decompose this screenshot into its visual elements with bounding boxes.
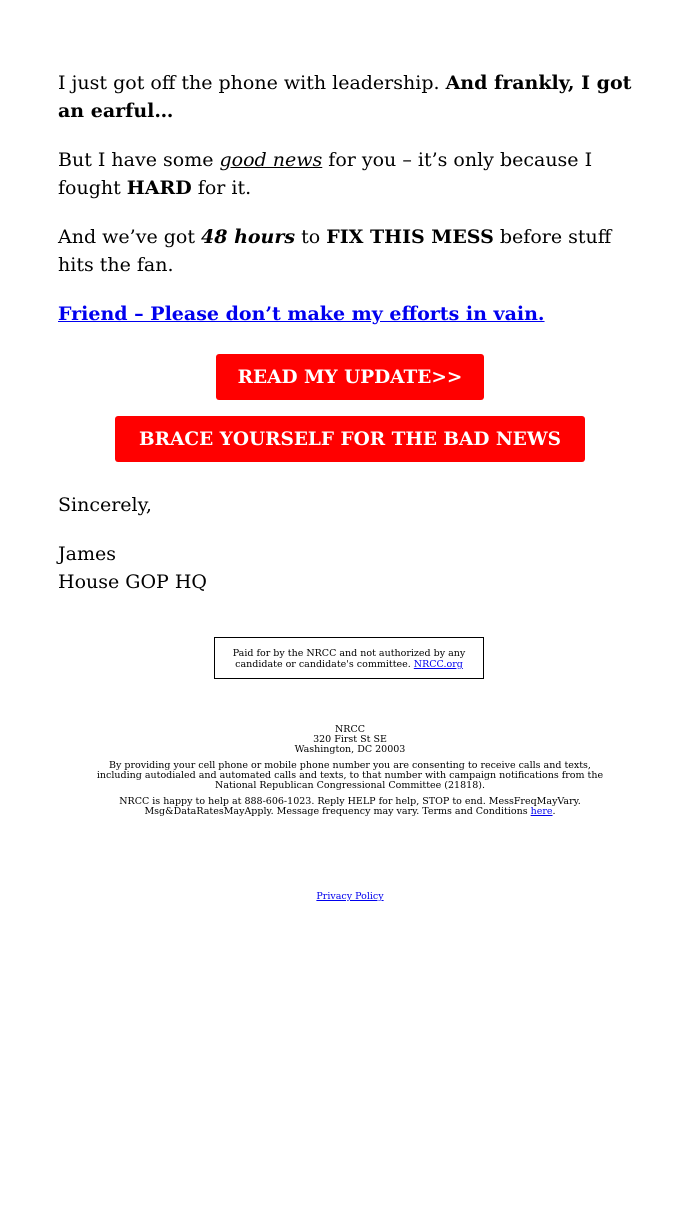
street-address: 320 First St SE [313,734,387,745]
signer-org: House GOP HQ [58,571,208,593]
email-body [58,70,648,328]
privacy-section [0,891,700,902]
paragraph-text: for you – it’s only because I fought [58,149,593,199]
nrcc-link[interactable]: NRCC.org [413,659,463,670]
org-name: NRCC [334,724,365,735]
city-address: Washington, DC 20003 [294,744,406,755]
paragraph-deadline [58,224,648,279]
paid-for-disclaimer [214,637,484,679]
paragraph-text: before stuff hits the fan. [58,226,612,276]
signature-block [58,540,207,596]
read-update-button[interactable]: READ MY UPDATE>> [216,354,484,400]
brace-yourself-button[interactable]: BRACE YOURSELF FOR THE BAD NEWS [115,416,585,462]
paragraph-text: I just got off the phone with leadership. [58,72,446,94]
paragraph-good-news [58,147,648,202]
help-notice [90,797,610,817]
signer-name: James [58,543,116,565]
footer [90,725,610,823]
terms-end: . [552,806,556,817]
consent-notice: By providing your cell phone or mobile phone number you are consenting to receive calls and texts, including autodialed and automated calls and texts, to that number with campaign notifications from the National Republican Congressional Committee (21818). [96,760,604,791]
help-text: NRCC is happy to help at 888-606-1023. Reply HELP for help, STOP to end. MessFreqMayVary. Msg&DataRatesMayApply. Message frequency may vary. Terms and Conditions [119,796,581,817]
deadline-emphasis: 48 hours [201,226,296,248]
address-block [90,725,610,755]
paragraph-text: But I have some [58,149,220,171]
paragraph-bold-text: HARD [126,176,192,199]
paragraph-text: to [295,226,327,248]
privacy-policy-link[interactable]: Privacy Policy [316,891,384,902]
paragraph-bold-text: And frankly, I got an earful… [58,72,632,122]
friend-appeal-link[interactable]: Friend – Please don’t make my efforts in vain. [58,303,545,325]
sign-off: Sincerely, [58,494,152,516]
paragraph-text: for it. [191,176,252,199]
terms-link[interactable]: here [530,806,553,817]
paragraph-leadership-call [58,70,648,125]
paragraph-bold-text: FIX THIS MESS [326,226,494,248]
disclaimer-text: Paid for by the NRCC and not authorized by any candidate or candidate's committee. [232,648,466,670]
good-news-emphasis: good news [219,149,323,171]
paragraph-text: And we’ve got [58,226,202,248]
